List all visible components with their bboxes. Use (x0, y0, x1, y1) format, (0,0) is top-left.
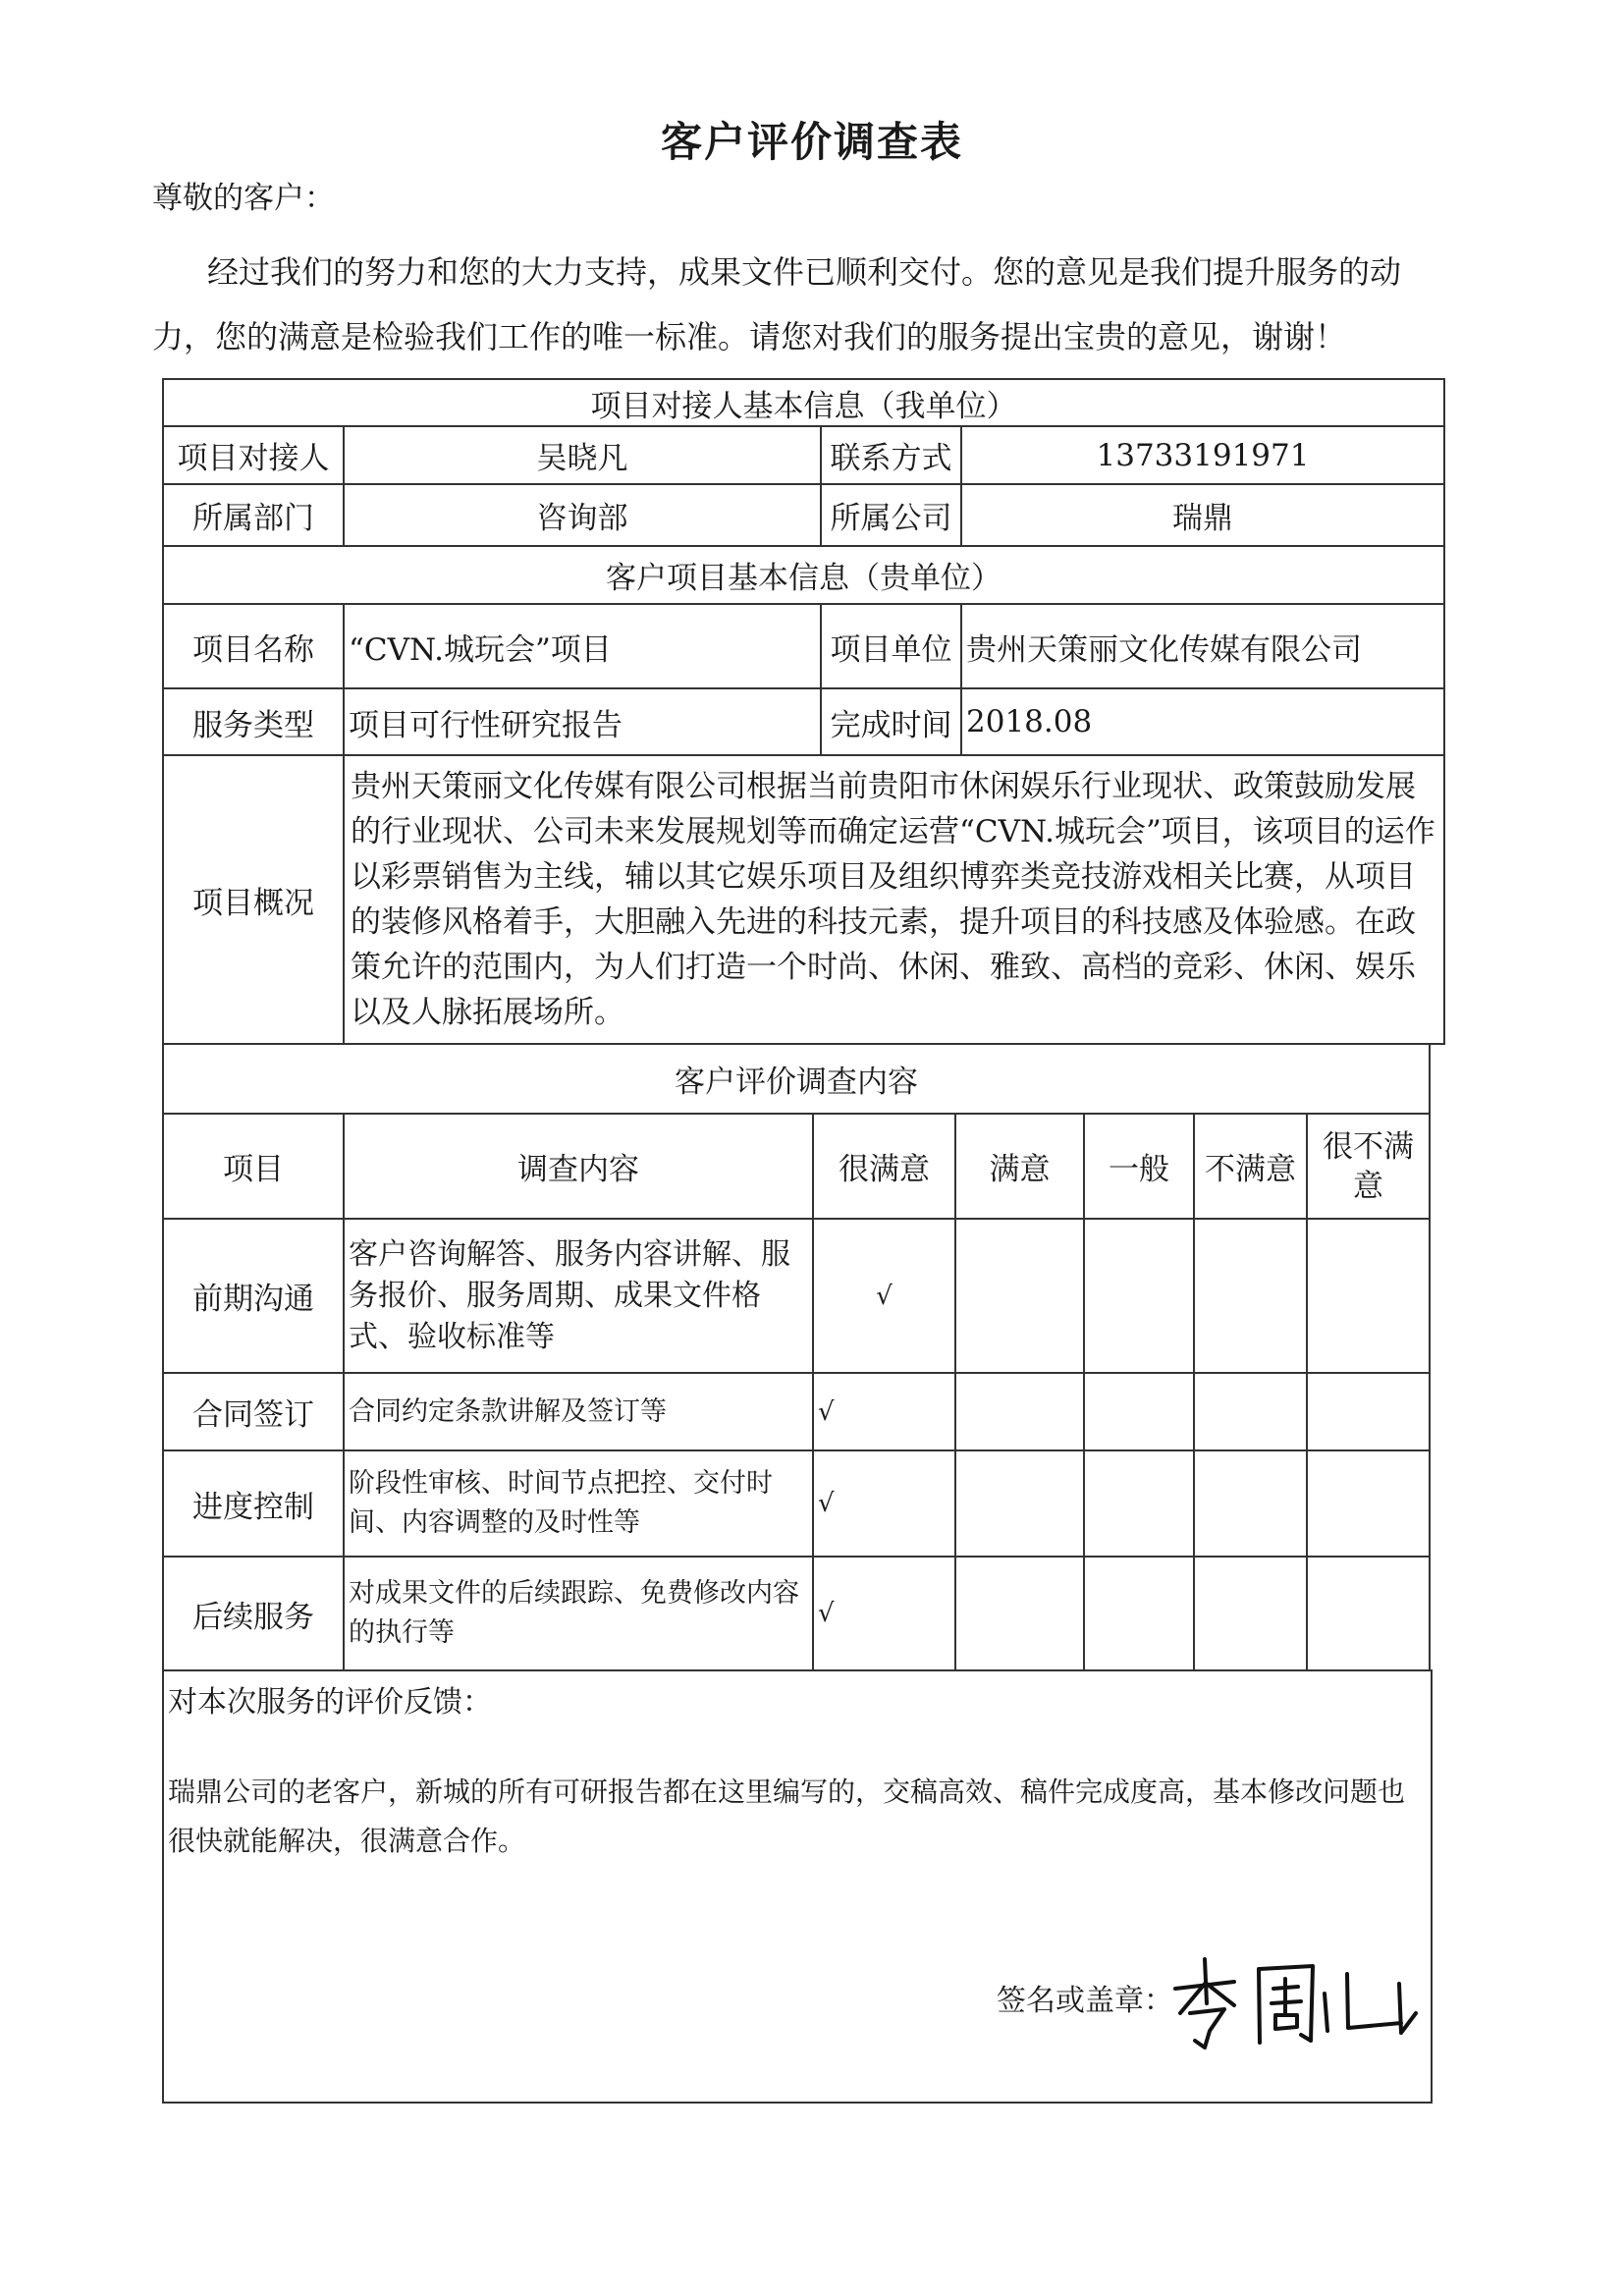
section1-header: 项目对接人基本信息（我单位） (163, 379, 1444, 426)
feedback-text: 瑞鼎公司的老客户，新城的所有可研报告都在这里编写的，交稿高效、稿件完成度高，基本修改问题也很快就能解决，很满意合作。 (168, 1776, 1406, 1857)
completion-time-label: 完成时间 (821, 688, 961, 755)
project-unit-value: 贵州天策丽文化传媒有限公司 (961, 604, 1444, 688)
row-content: 合同约定条款讲解及签订等 (344, 1373, 813, 1450)
row-content: 客户咨询解答、服务内容讲解、服务报价、服务周期、成果文件格式、验收标准等 (344, 1219, 813, 1373)
company-value: 瑞鼎 (961, 484, 1444, 546)
phone-value: 13733191971 (961, 426, 1444, 484)
dept-label: 所属部门 (163, 484, 344, 546)
check-mark: √ (813, 1373, 955, 1450)
row-content: 阶段性审核、时间节点把控、交付时间、内容调整的及时性等 (344, 1450, 813, 1557)
col-satisfied: 满意 (955, 1114, 1084, 1219)
section3-header: 客户评价调查内容 (163, 1044, 1430, 1114)
completion-time-value: 2018.08 (961, 688, 1444, 755)
info-table (162, 378, 1445, 1045)
company-label: 所属公司 (821, 484, 961, 546)
col-average: 一般 (1084, 1114, 1194, 1219)
check-mark: √ (813, 1219, 955, 1373)
row-item: 后续服务 (163, 1557, 344, 1670)
page-title: 客户评价调查表 (660, 118, 963, 166)
signature-label: 签名或盖章： (997, 1984, 1173, 2018)
col-very-satisfied: 很满意 (813, 1114, 955, 1219)
row-item: 进度控制 (163, 1450, 344, 1557)
row-item: 合同签订 (163, 1373, 344, 1450)
handwritten-signature (1165, 1944, 1421, 2052)
contact-value: 吴晓凡 (344, 426, 821, 484)
project-name-value: “CVN.城玩会”项目 (344, 604, 821, 688)
row-item: 前期沟通 (163, 1219, 344, 1373)
feedback-box (162, 1669, 1433, 2104)
greeting: 尊敬的客户： (152, 181, 335, 216)
check-mark: √ (813, 1557, 955, 1670)
survey-table (162, 1043, 1431, 1671)
section2-header: 客户项目基本信息（贵单位） (163, 546, 1444, 604)
intro-paragraph: 经过我们的努力和您的大力支持，成果文件已顺利交付。您的意见是我们提升服务的动力，您的满意是检验我们工作的唯一标准。请您对我们的服务提出宝贵的意见，谢谢！ (152, 253, 1402, 355)
service-type-label: 服务类型 (163, 688, 344, 755)
phone-label: 联系方式 (821, 426, 961, 484)
col-very-dissatisfied: 很不满意 (1307, 1114, 1430, 1219)
project-unit-label: 项目单位 (821, 604, 961, 688)
service-type-value: 项目可行性研究报告 (344, 688, 821, 755)
project-name-label: 项目名称 (163, 604, 344, 688)
table-row (163, 1219, 1430, 1373)
overview-value: 贵州天策丽文化传媒有限公司根据当前贵阳市休闲娱乐行业现状、政策鼓励发展的行业现状、公司未来发展规划等而确定运营“CVN.城玩会”项目，该项目的运作以彩票销售为主线，辅以其它娱乐项目及组织博弈类竞技游戏相关比赛，从项目的装修风格着手，大胆融入先进的科技元素，提升项目的科技感及体验感。在政策允许的范围内，为人们打造一个时尚、休闲、雅致、高档的竞彩、休闲、娱乐以及人脉拓展场所。 (344, 755, 1444, 1044)
check-mark: √ (813, 1450, 955, 1557)
col-content: 调查内容 (344, 1114, 813, 1219)
table-row (163, 1373, 1430, 1450)
contact-label: 项目对接人 (163, 426, 344, 484)
table-row (163, 1450, 1430, 1557)
col-dissatisfied: 不满意 (1194, 1114, 1307, 1219)
overview-label: 项目概况 (163, 755, 344, 1044)
row-content: 对成果文件的后续跟踪、免费修改内容的执行等 (344, 1557, 813, 1670)
col-item: 项目 (163, 1114, 344, 1219)
table-row (163, 1557, 1430, 1670)
feedback-label: 对本次服务的评价反馈： (168, 1685, 492, 1720)
dept-value: 咨询部 (344, 484, 821, 546)
